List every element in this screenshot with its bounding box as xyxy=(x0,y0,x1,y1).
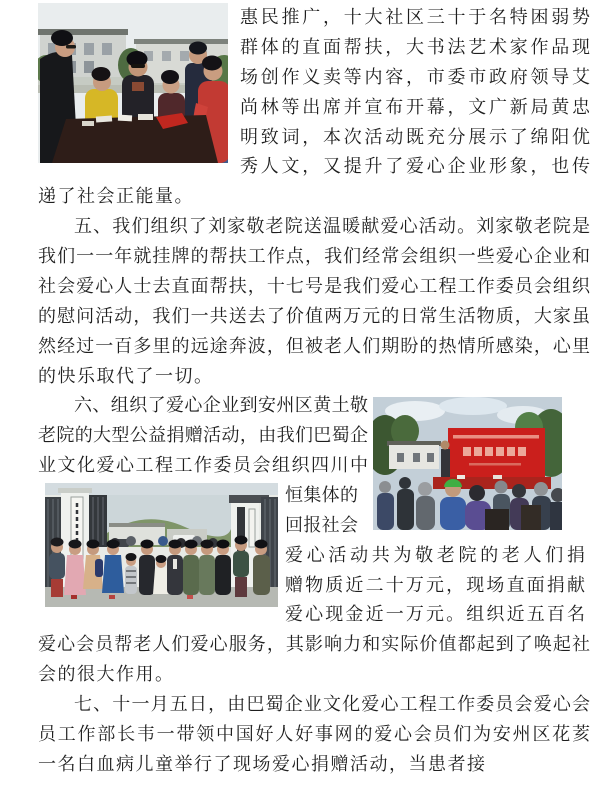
text-line: 场创作义卖等内容，市委市政府领导艾 xyxy=(240,67,590,87)
text-line: 惠民推广，十大社区三十于名特困弱势 xyxy=(240,7,590,27)
text-line: 员工作部长韦一带领中国好人好事网的爱心会员们为安州区花荄 xyxy=(38,724,590,744)
text-line: 老院的大型公益捐赠活动，由我们巴蜀企 xyxy=(38,425,368,445)
text-line: 恒集体的 xyxy=(285,485,358,505)
text-line: 会的很大作用。 xyxy=(38,664,175,684)
text-line: 秀人文，又提升了爱心企业形象，也传 xyxy=(240,156,590,176)
photo-charity-sale-event xyxy=(38,3,228,163)
text-line: 五、我们组织了刘家敬老院送温暖献爱心活动。刘家敬老院是 xyxy=(74,216,590,236)
text-line: 的慰问活动，我们一共送去了价值两万元的日常生活物质，大家虽 xyxy=(38,306,590,326)
text-line: 爱心现金近一万元。组织近五百名 xyxy=(285,604,585,624)
photo-donation-ceremony-illustration xyxy=(373,397,562,530)
text-line: 尚林等出席并宣布开幕，文广新局黄忠 xyxy=(240,97,590,117)
text-line: 赠物质近二十万元，现场直面捐献 xyxy=(285,575,585,595)
text-line: 业文化爱心工程工作委员会组织四川中 xyxy=(38,455,368,475)
text-line: 然经过一百多里的远途奔波，但被老人们期盼的热情所感染，心里 xyxy=(38,336,590,356)
text-line: 递了社会正能量。 xyxy=(38,186,194,206)
text-line: 七、十一月五日，由巴蜀企业文化爱心工程工作委员会爱心会 xyxy=(74,694,590,714)
text-line: 爱心会员帮老人们爱心服务，其影响力和实际价值都起到了唤起社 xyxy=(38,634,590,654)
text-line: 爱心活动共为敬老院的老人们捐 xyxy=(285,545,585,565)
photo-group-at-gate xyxy=(45,483,278,607)
photo-group-at-gate-illustration xyxy=(45,483,278,607)
photo-donation-ceremony xyxy=(373,397,562,530)
photo-charity-sale-illustration xyxy=(38,3,228,163)
text-line: 的快乐取代了一切。 xyxy=(38,366,214,386)
text-line: 群体的直面帮扶，大书法艺术家作品现 xyxy=(240,37,590,57)
text-line: 明致词，本次活动既充分展示了绵阳优 xyxy=(240,127,590,147)
text-line: 一名白血病儿童举行了现场爱心捐赠活动，当患者接 xyxy=(38,754,487,774)
text-line: 我们一一年就挂牌的帮扶工作点，我们经常会组织一些爱心企业和 xyxy=(38,246,590,266)
text-line: 社会爱心人士去直面帮扶，十七号是我们爱心工程工作委员会组织 xyxy=(38,276,590,296)
text-line: 六、组织了爱心企业到安州区黄土敬 xyxy=(74,395,368,415)
text-line: 回报社会 xyxy=(285,515,358,535)
